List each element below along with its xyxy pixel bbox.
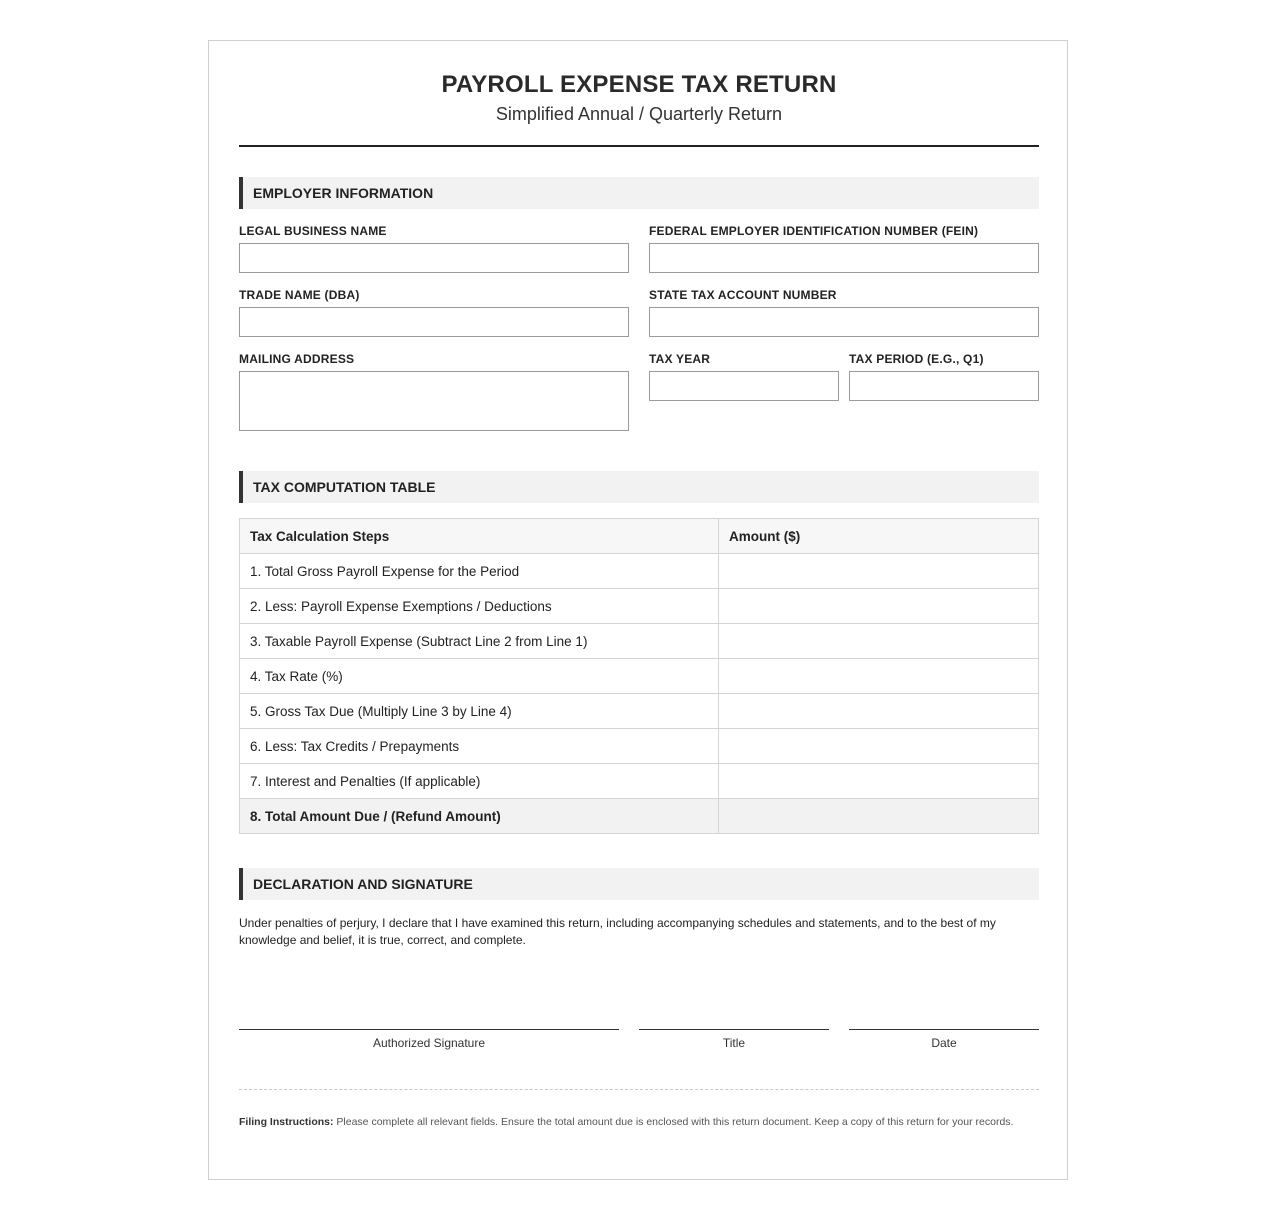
trade-name-label: TRADE NAME (DBA) bbox=[239, 288, 360, 302]
tax-year-label: TAX YEAR bbox=[649, 352, 711, 366]
step-label: 7. Interest and Penalties (If applicable) bbox=[240, 764, 719, 799]
signature-line[interactable] bbox=[239, 1029, 619, 1030]
tax-period-label: TAX PERIOD (E.G., Q1) bbox=[849, 352, 984, 366]
mailing-address-label: MAILING ADDRESS bbox=[239, 352, 355, 366]
step-label: 3. Taxable Payroll Expense (Subtract Line 2 from Line 1) bbox=[240, 624, 719, 659]
filing-instructions bbox=[239, 1116, 1039, 1129]
table-row bbox=[240, 589, 1039, 624]
column-header-amount: Amount ($) bbox=[719, 519, 1039, 554]
form-title: PAYROLL EXPENSE TAX RETURN bbox=[441, 71, 837, 98]
title-line[interactable] bbox=[639, 1029, 829, 1030]
form-subtitle: Simplified Annual / Quarterly Return bbox=[495, 104, 783, 124]
tax-period-input[interactable] bbox=[849, 371, 1039, 401]
legal-business-name-input[interactable] bbox=[239, 243, 629, 273]
step-label: 5. Gross Tax Due (Multiply Line 3 by Line 4) bbox=[240, 694, 719, 729]
total-amount-cell[interactable] bbox=[719, 799, 1039, 834]
table-row bbox=[240, 729, 1039, 764]
fein-input[interactable] bbox=[649, 243, 1039, 273]
amount-cell[interactable] bbox=[719, 729, 1039, 764]
amount-cell[interactable] bbox=[719, 624, 1039, 659]
tax-return-form bbox=[208, 40, 1068, 1180]
legal-business-name-label: LEGAL BUSINESS NAME bbox=[239, 224, 387, 238]
table-row bbox=[240, 694, 1039, 729]
amount-cell[interactable] bbox=[719, 554, 1039, 589]
table-row bbox=[240, 659, 1039, 694]
tax-computation-table bbox=[239, 518, 1039, 834]
declaration-section-heading: DECLARATION AND SIGNATURE bbox=[239, 868, 1039, 900]
declaration-text: Under penalties of perjury, I declare that I have examined this return, including accompanying schedules and statements, and to the best of my knowledge and belief, it is true, correct, and complete. bbox=[239, 916, 996, 947]
fein-label: FEDERAL EMPLOYER IDENTIFICATION NUMBER (FEIN) bbox=[649, 224, 979, 238]
computation-section-heading: TAX COMPUTATION TABLE bbox=[239, 471, 1039, 503]
table-row bbox=[240, 554, 1039, 589]
total-step-label: 8. Total Amount Due / (Refund Amount) bbox=[240, 799, 719, 834]
mailing-address-input[interactable] bbox=[239, 371, 629, 431]
table-row bbox=[240, 764, 1039, 799]
signature-label: Authorized Signature bbox=[372, 1036, 486, 1050]
state-tax-account-input[interactable] bbox=[649, 307, 1039, 337]
date-label: Date bbox=[931, 1036, 957, 1050]
filing-instructions-heading: Filing Instructions: bbox=[239, 1116, 334, 1128]
amount-cell[interactable] bbox=[719, 764, 1039, 799]
amount-cell[interactable] bbox=[719, 659, 1039, 694]
trade-name-input[interactable] bbox=[239, 307, 629, 337]
header-divider bbox=[239, 145, 1039, 147]
table-header-row bbox=[240, 519, 1039, 554]
table-row bbox=[240, 624, 1039, 659]
amount-cell[interactable] bbox=[719, 694, 1039, 729]
tax-year-input[interactable] bbox=[649, 371, 839, 401]
state-tax-account-label: STATE TAX ACCOUNT NUMBER bbox=[649, 288, 837, 302]
title-label: Title bbox=[722, 1036, 746, 1050]
total-row bbox=[240, 799, 1039, 834]
step-label: 6. Less: Tax Credits / Prepayments bbox=[240, 729, 719, 764]
step-label: 1. Total Gross Payroll Expense for the Period bbox=[240, 554, 719, 589]
step-label: 2. Less: Payroll Expense Exemptions / Deductions bbox=[240, 589, 719, 624]
column-header-steps: Tax Calculation Steps bbox=[240, 519, 719, 554]
date-line[interactable] bbox=[849, 1029, 1039, 1030]
step-label: 4. Tax Rate (%) bbox=[240, 659, 719, 694]
amount-cell[interactable] bbox=[719, 589, 1039, 624]
instructions-divider bbox=[239, 1089, 1039, 1090]
filing-instructions-text: Please complete all relevant fields. Ensure the total amount due is enclosed with this return document. Keep a copy of this return for your records. bbox=[336, 1116, 1014, 1128]
employer-section-heading: EMPLOYER INFORMATION bbox=[239, 177, 1039, 209]
